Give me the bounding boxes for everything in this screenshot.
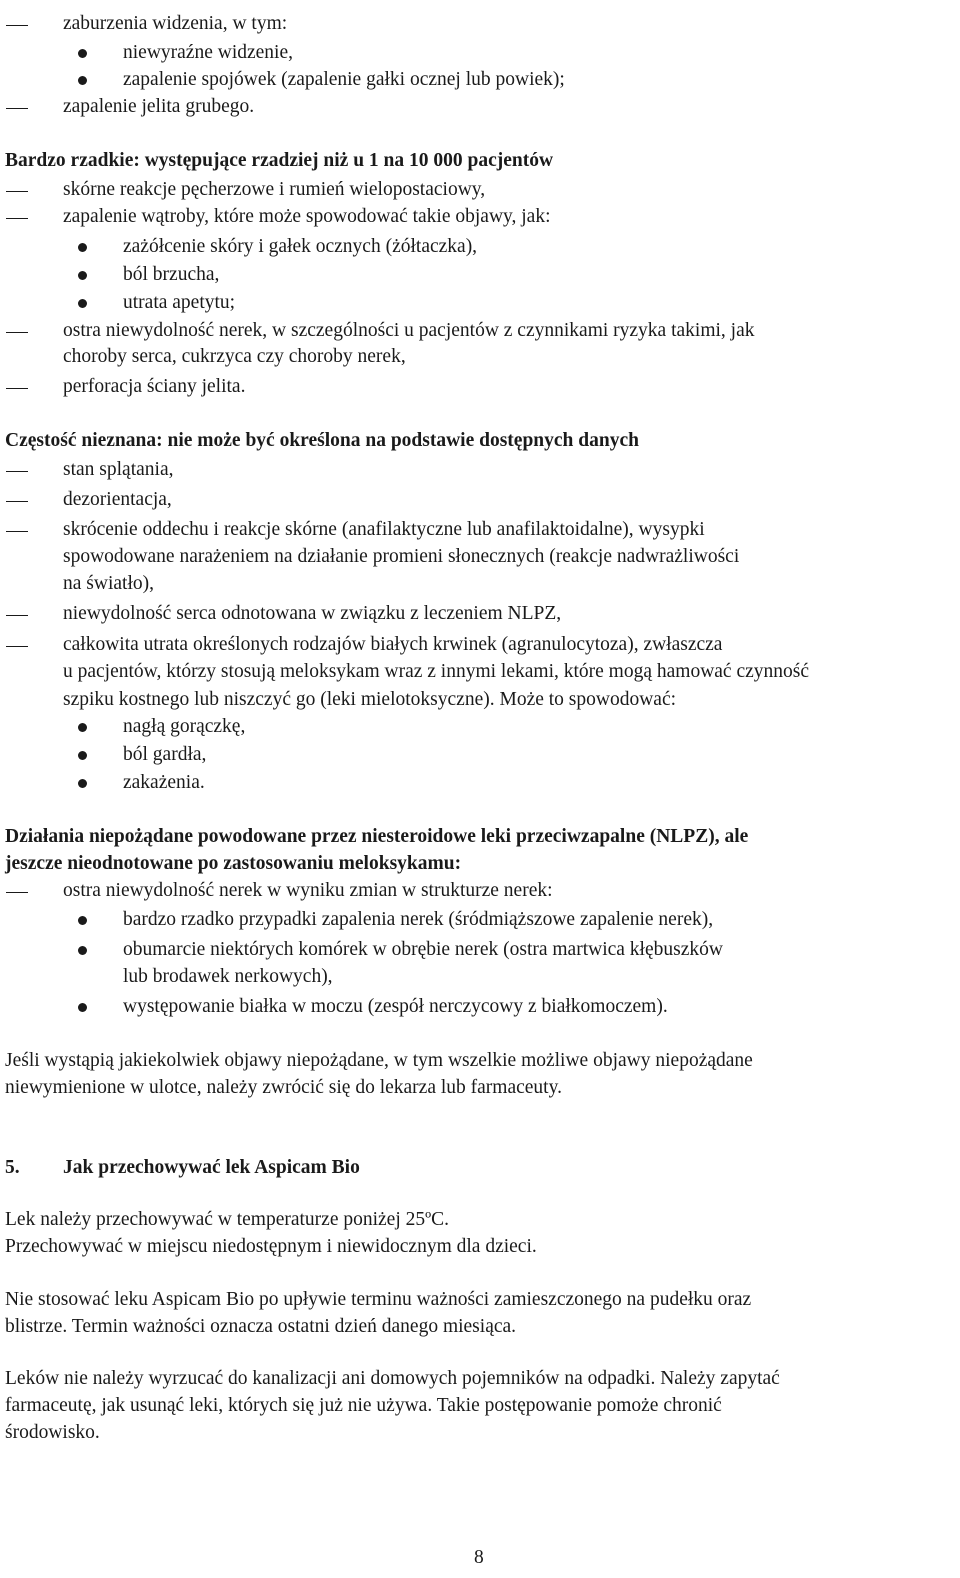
paragraph-line: Jeśli wystąpią jakiekolwiek objawy niepożądane, w tym wszelkie możliwe objawy niepożądane (5, 1050, 753, 1071)
paragraph-line: Lek należy przechowywać w temperaturze poniżej 25ºC. (5, 1209, 450, 1230)
bullet-item: bardzo rzadko przypadki zapalenia nerek (śródmiąższowe zapalenie nerek), (123, 909, 714, 930)
bullet-marker (78, 723, 87, 732)
list-item: zapalenie wątroby, które może spowodować takie objawy, jak: (63, 206, 551, 227)
dash-marker (6, 108, 28, 109)
dash-marker (6, 218, 28, 219)
section-heading: jeszcze nieodnotowane po zastosowaniu meloksykamu: (5, 853, 462, 874)
dash-marker (6, 501, 28, 502)
list-item: stan splątania, (63, 459, 174, 480)
list-item: skórne reakcje pęcherzowe i rumień wielopostaciowy, (63, 179, 486, 200)
bullet-item: niewyraźne widzenie, (123, 42, 293, 63)
dash-marker (6, 25, 28, 26)
list-item-continuation: choroby serca, cukrzyca czy choroby nerek, (63, 346, 406, 367)
paragraph-line: środowisko. (5, 1422, 100, 1443)
bullet-item: zażółcenie skóry i gałek ocznych (żółtaczka), (123, 236, 478, 257)
list-item-continuation: u pacjentów, którzy stosują meloksykam wraz z innymi lekami, które mogą hamować czynność (63, 661, 810, 682)
bullet-item: zakażenia. (123, 772, 205, 793)
bullet-item: nagłą gorączkę, (123, 716, 246, 737)
bullet-item-continuation: lub brodawek nerkowych), (123, 966, 333, 987)
bullet-item: utrata apetytu; (123, 292, 236, 313)
bullet-item: obumarcie niektórych komórek w obrębie nerek (ostra martwica kłębuszków (123, 939, 723, 960)
page-number: 8 (474, 1547, 484, 1568)
bullet-item: ból gardła, (123, 744, 207, 765)
bullet-item: występowanie białka w moczu (zespół nerczycowy z białkomoczem). (123, 996, 668, 1017)
list-item: zapalenie jelita grubego. (63, 96, 255, 117)
paragraph-line: blistrze. Termin ważności oznacza ostatni dzień danego miesiąca. (5, 1316, 517, 1337)
dash-marker (6, 191, 28, 192)
list-item: perforacja ściany jelita. (63, 376, 246, 397)
bullet-marker (78, 946, 87, 955)
dash-marker (6, 615, 28, 616)
paragraph-line: Przechowywać w miejscu niedostępnym i niewidocznym dla dzieci. (5, 1236, 537, 1257)
bullet-item: zapalenie spojówek (zapalenie gałki ocznej lub powiek); (123, 69, 565, 90)
bullet-marker (78, 243, 87, 252)
list-item-continuation: spowodowane narażeniem na działanie promieni słonecznych (reakcje nadwrażliwości (63, 546, 740, 567)
paragraph-line: Leków nie należy wyrzucać do kanalizacji ani domowych pojemników na odpadki. Należy zapytać (5, 1368, 780, 1389)
bullet-marker (78, 779, 87, 788)
bullet-marker (78, 76, 87, 85)
list-item: dezorientacja, (63, 489, 172, 510)
list-item: całkowita utrata określonych rodzajów białych krwinek (agranulocytoza), zwłaszcza (63, 634, 723, 655)
paragraph-line: Nie stosować leku Aspicam Bio po upływie terminu ważności zamieszczonego na pudełku oraz (5, 1289, 752, 1310)
list-item: skrócenie oddechu i reakcje skórne (anafilaktyczne lub anafilaktoidalne), wysypki (63, 519, 705, 540)
section-title: Jak przechowywać lek Aspicam Bio (63, 1157, 360, 1178)
section-number: 5. (5, 1157, 20, 1178)
dash-marker (6, 332, 28, 333)
list-item-continuation: szpiku kostnego lub niszczyć go (leki mielotoksyczne). Może to spowodować: (63, 689, 677, 710)
section-heading: Częstość nieznana: nie może być określona na podstawie dostępnych danych (5, 430, 639, 451)
list-item: zaburzenia widzenia, w tym: (63, 13, 288, 34)
dash-marker (6, 892, 28, 893)
list-item: ostra niewydolność nerek, w szczególności u pacjentów z czynnikami ryzyka takimi, jak (63, 320, 755, 341)
bullet-marker (78, 271, 87, 280)
section-heading: Bardzo rzadkie: występujące rzadziej niż u 1 na 10 000 pacjentów (5, 150, 554, 171)
bullet-marker (78, 916, 87, 925)
list-item: niewydolność serca odnotowana w związku z leczeniem NLPZ, (63, 603, 562, 624)
paragraph-line: niewymienione w ulotce, należy zwrócić się do lekarza lub farmaceuty. (5, 1077, 562, 1098)
bullet-marker (78, 751, 87, 760)
bullet-marker (78, 299, 87, 308)
list-item: ostra niewydolność nerek w wyniku zmian w strukturze nerek: (63, 880, 553, 901)
bullet-item: ból brzucha, (123, 264, 220, 285)
dash-marker (6, 388, 28, 389)
list-item-continuation: na światło), (63, 573, 154, 594)
dash-marker (6, 471, 28, 472)
bullet-marker (78, 1003, 87, 1012)
dash-marker (6, 531, 28, 532)
dash-marker (6, 646, 28, 647)
paragraph-line: farmaceutę, jak usunąć leki, których się już nie używa. Takie postępowanie pomoże chronić (5, 1395, 722, 1416)
section-heading: Działania niepożądane powodowane przez niesteroidowe leki przeciwzapalne (NLPZ), ale (5, 826, 749, 847)
bullet-marker (78, 49, 87, 58)
